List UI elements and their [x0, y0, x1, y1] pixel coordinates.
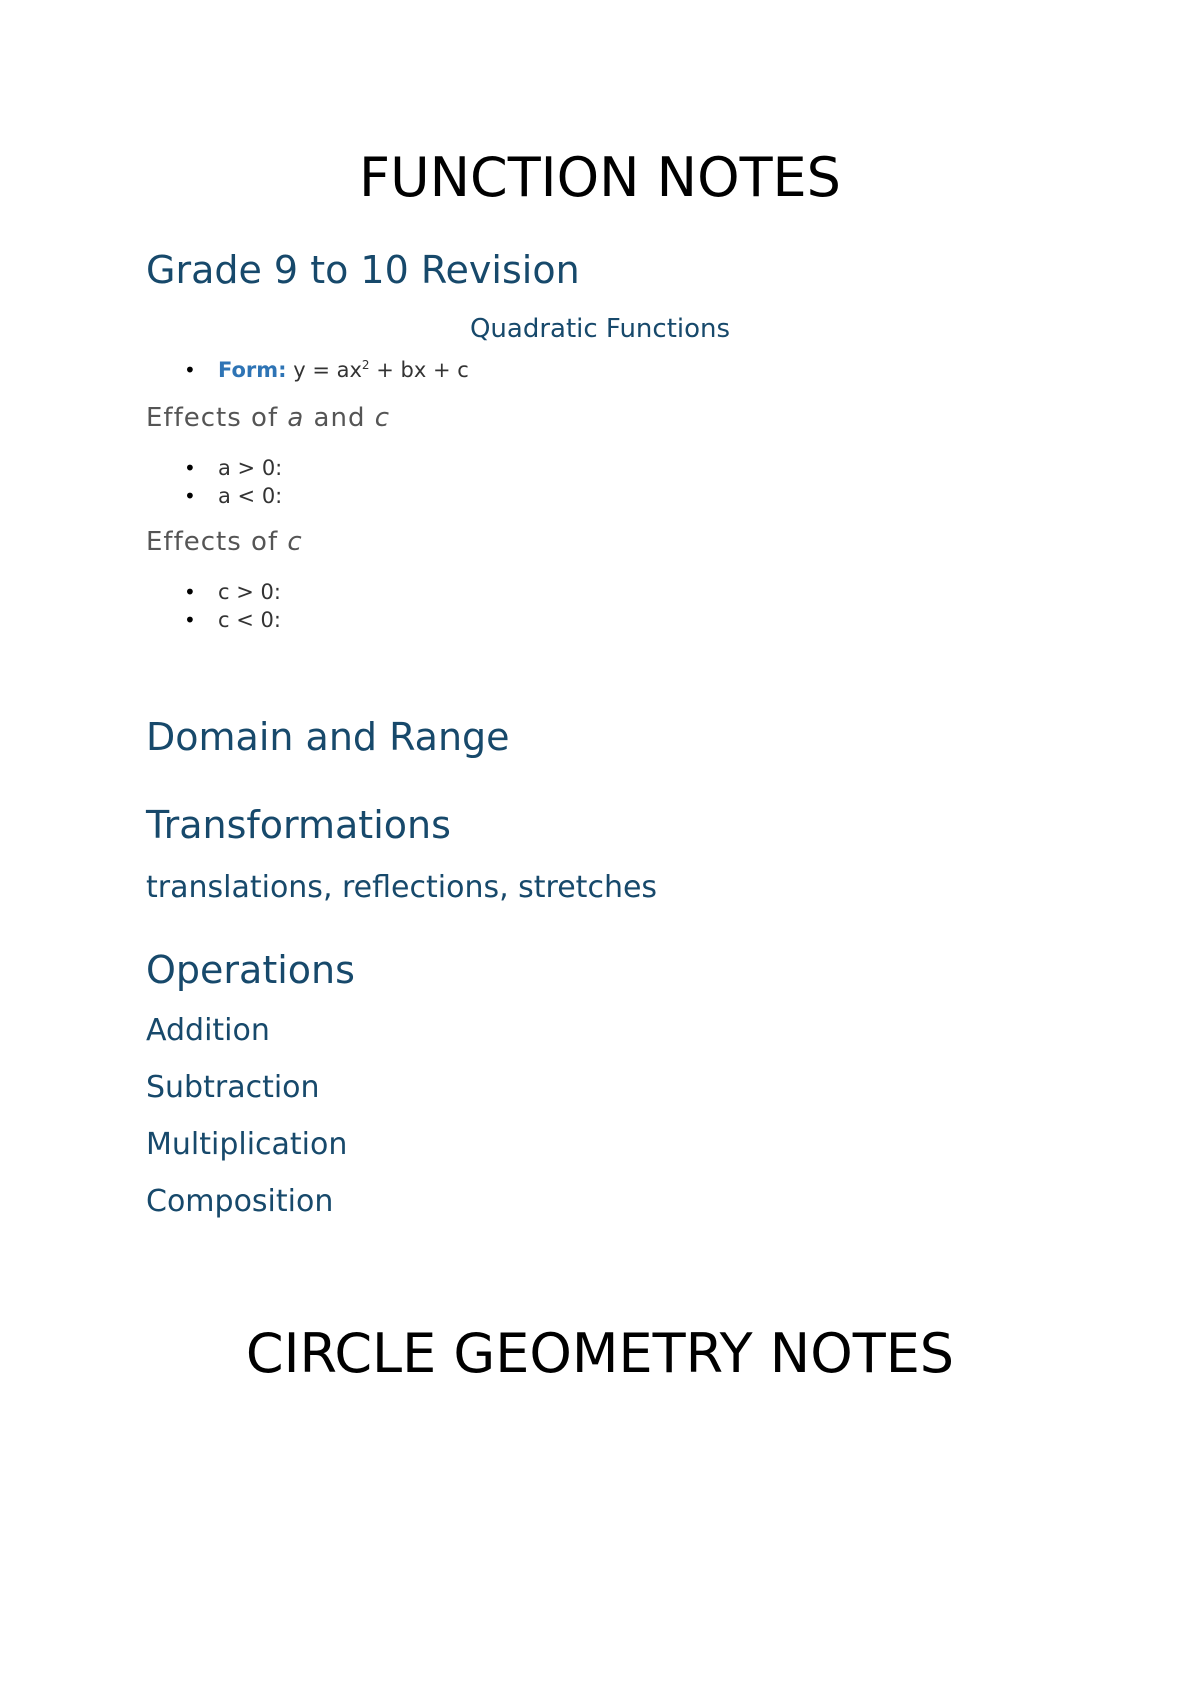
effects-prefix: Effects of — [146, 403, 288, 433]
form-expression-start: y = ax — [293, 358, 362, 382]
circle-geometry-title: CIRCLE GEOMETRY NOTES — [245, 1322, 955, 1385]
domain-range-heading: Domain and Range — [146, 715, 510, 759]
bullet-icon: • — [184, 358, 196, 382]
effects-c-heading — [146, 527, 303, 557]
operation-item: Subtraction — [146, 1070, 320, 1105]
list-item-text: c > 0: — [218, 580, 281, 604]
list-item — [184, 456, 282, 480]
transformations-text: translations, reflections, stretches — [146, 870, 658, 905]
list-item-text: a > 0: — [218, 456, 283, 480]
list-item — [184, 608, 281, 632]
and-word: and — [304, 403, 375, 433]
variable-a: a — [287, 403, 305, 433]
form-label: Form: — [218, 358, 287, 382]
operation-item: Multiplication — [146, 1127, 348, 1162]
bullet-icon: • — [184, 456, 196, 480]
bullet-icon: • — [184, 580, 196, 604]
list-item-text: a < 0: — [218, 484, 283, 508]
bullet-icon: • — [184, 484, 196, 508]
form-expression-end: + bx + c — [369, 358, 469, 382]
bullet-icon: • — [184, 608, 196, 632]
quadratic-functions-heading: Quadratic Functions — [469, 314, 731, 344]
list-item — [184, 484, 282, 508]
operation-item: Composition — [146, 1184, 334, 1219]
form-exponent: 2 — [361, 358, 370, 372]
transformations-heading: Transformations — [146, 803, 451, 847]
operations-heading: Operations — [146, 948, 355, 992]
effects-a-c-heading — [146, 403, 390, 433]
list-item-text: c < 0: — [218, 608, 281, 632]
form-list-item — [184, 358, 469, 382]
function-notes-title: FUNCTION NOTES — [359, 146, 841, 209]
variable-c: c — [374, 403, 391, 433]
grade-revision-heading: Grade 9 to 10 Revision — [146, 248, 580, 292]
operation-item: Addition — [146, 1013, 270, 1048]
variable-c: c — [287, 527, 303, 557]
effects-prefix: Effects of — [146, 527, 288, 557]
list-item — [184, 580, 281, 604]
